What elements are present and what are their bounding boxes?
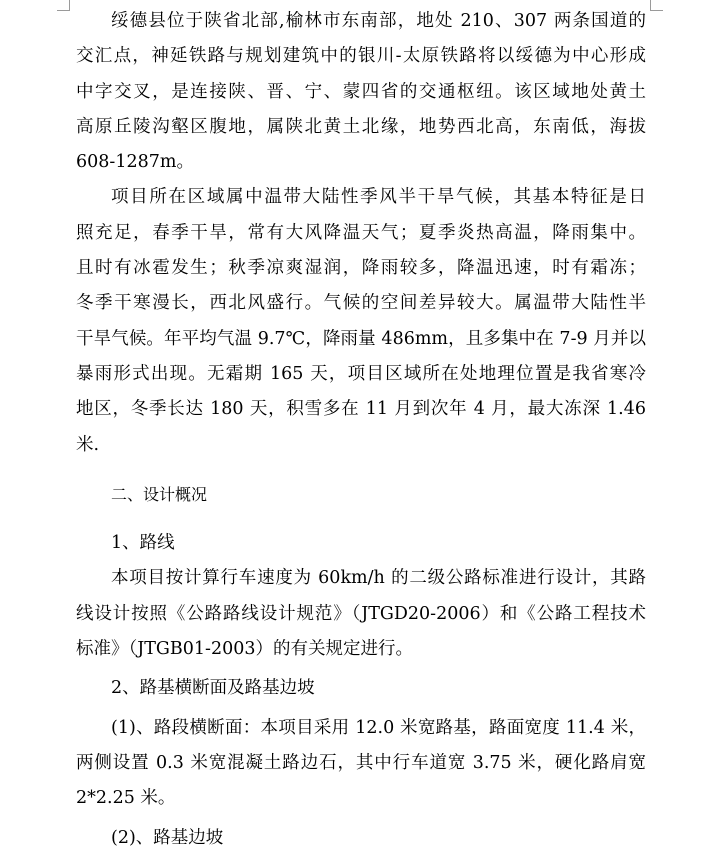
subsection-heading-slope: (2)、路基边坡 xyxy=(111,827,224,848)
text-line: 地区，冬季长达 180 天，积雪多在 11 月到次年 4 月，最大冻深 1.46 xyxy=(76,399,646,420)
text-line: 绥德县位于陕省北部,榆林市东南部，地处 210、307 两条国道的 xyxy=(111,11,646,31)
paragraph-climate xyxy=(76,180,646,462)
paragraph-location xyxy=(76,4,646,180)
text-line: (1)、路段横断面：本项目采用 12.0 米宽路基，路面宽度 11.4 米， xyxy=(111,717,646,738)
text-line: 项目所在区域属中温带大陆性季风半干旱气候，其基本特征是日 xyxy=(111,187,646,208)
spacer xyxy=(76,463,646,477)
text-line: 交汇点，神延铁路与规划建筑中的银川-太原铁路将以绥德为中心形成 xyxy=(76,46,646,67)
text-line: 线设计按照《公路路线设计规范》（JTGD20-2006）和《公路工程技术 xyxy=(76,603,646,624)
text-line: 干旱气候。年平均气温 9.7℃，降雨量 486mm，且多集中在 7-9 月并以 xyxy=(76,328,646,349)
paragraph-route-design xyxy=(76,561,646,667)
spacer xyxy=(76,512,646,526)
section-heading: 二、设计概况 xyxy=(111,484,208,504)
text-line: 且时有冰雹发生；秋季凉爽湿润，降雨较多，降温迅速，时有霜冻； xyxy=(76,258,646,279)
text-line: 米. xyxy=(76,434,100,455)
document-body xyxy=(76,4,646,856)
text-line: 暴雨形式出现。无霜期 165 天，项目区域所在处地理位置是我省寒冷 xyxy=(76,363,646,384)
text-line: 照充足，春季干旱，常有大风降温天气；夏季炎热高温，降雨集中。 xyxy=(76,222,646,243)
paragraph-cross-section xyxy=(76,711,646,817)
subsection-heading-route: 1、路线 xyxy=(111,533,175,554)
text-line: 2*2.25 米。 xyxy=(76,788,176,809)
margin-corner-mark-right xyxy=(650,0,663,11)
text-line: 两侧设置 0.3 米宽混凝土路边石，其中行车道宽 3.75 米，硬化路肩宽 xyxy=(76,752,646,773)
subsection-heading-subgrade: 2、路基横断面及路基边坡 xyxy=(111,678,315,699)
text-line: 高原丘陵沟壑区腹地，属陕北黄土北缘，地势西北高，东南低，海拔 xyxy=(76,116,646,137)
text-line: 中字交叉，是连接陕、晋、宁、蒙四省的交通枢纽。该区域地处黄土 xyxy=(76,81,646,102)
text-line: 608-1287m。 xyxy=(76,152,194,173)
text-line: 冬季干寒漫长，西北风盛行。气候的空间差异较大。属温带大陆性半 xyxy=(76,293,646,314)
margin-corner-mark-left xyxy=(57,0,70,11)
text-line: 标准》（JTGB01-2003）的有关规定进行。 xyxy=(76,639,413,660)
text-line: 本项目按计算行车速度为 60km/h 的二级公路标准进行设计，其路 xyxy=(111,568,646,589)
